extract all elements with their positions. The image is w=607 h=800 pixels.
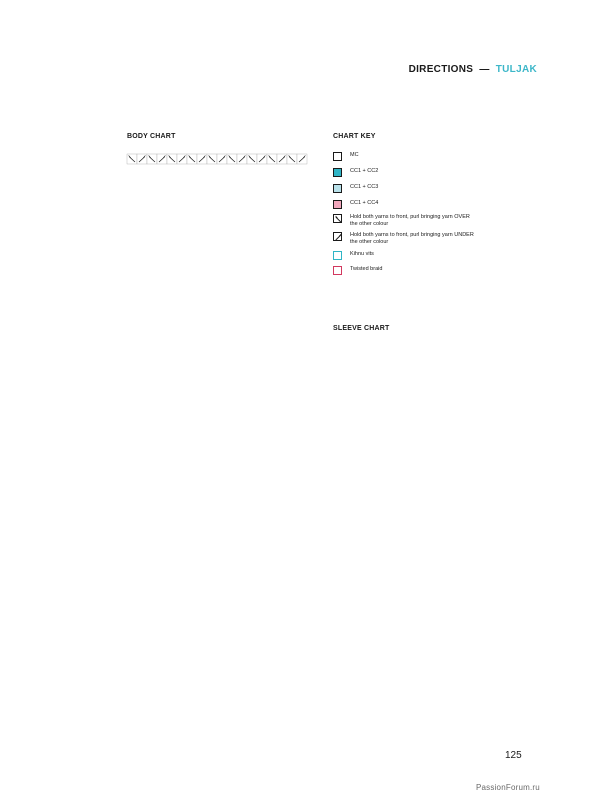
purl-under-icon xyxy=(333,232,342,241)
watermark: PassionForum.ru xyxy=(476,783,540,792)
header-separator: — xyxy=(479,64,490,75)
key-item-cc2 xyxy=(333,168,475,177)
key-item-purl-over xyxy=(333,214,475,228)
page-number: 125 xyxy=(505,750,522,761)
cc3-swatch xyxy=(333,184,342,193)
body-chart-title: BODY CHART xyxy=(127,133,176,140)
chart-key-title: CHART KEY xyxy=(333,133,376,140)
key-item-mc xyxy=(333,152,475,161)
cc4-swatch xyxy=(333,200,342,209)
mc-swatch xyxy=(333,152,342,161)
key-item-cc4 xyxy=(333,200,475,209)
key-label: Kihnu vits xyxy=(350,251,374,257)
key-item-kihnu xyxy=(333,251,475,260)
purl-over-icon xyxy=(333,214,342,223)
key-label: CC1 + CC3 xyxy=(350,184,379,190)
key-label: MC xyxy=(350,152,359,158)
sleeve-chart xyxy=(334,345,414,657)
kihnu-vits-swatch xyxy=(333,251,342,260)
key-label: Hold both yarns to front, purl bringing yarn OVER the other colour xyxy=(350,214,470,227)
header-subtitle: TULJAK xyxy=(495,64,537,75)
key-item-braid xyxy=(333,266,475,275)
body-chart xyxy=(127,154,323,734)
key-item-purl-under xyxy=(333,232,475,246)
sleeve-chart-title: SLEEVE CHART xyxy=(333,325,390,332)
running-header xyxy=(409,64,537,75)
cc2-swatch xyxy=(333,168,342,177)
key-label: Hold both yarns to front, purl bringing yarn UNDER the other colour xyxy=(350,232,474,245)
key-label: CC1 + CC4 xyxy=(350,200,379,206)
key-label: CC1 + CC2 xyxy=(350,168,379,174)
header-section: DIRECTIONS xyxy=(408,64,474,75)
key-item-cc3 xyxy=(333,184,475,193)
twisted-braid-swatch xyxy=(333,266,342,275)
key-label: Twisted braid xyxy=(350,266,383,272)
